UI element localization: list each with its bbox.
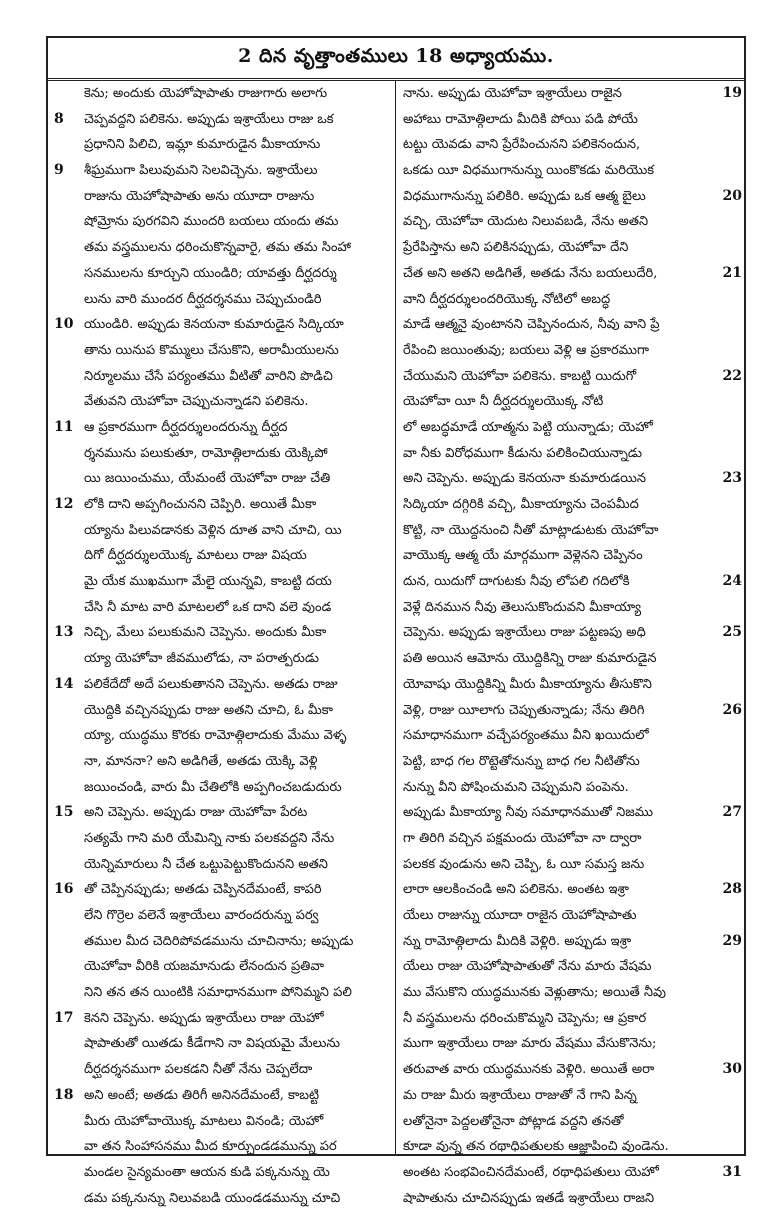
line-text: వా తన సింహాసనము మీద కూర్చుండడమున్ను పర xyxy=(84,1139,337,1155)
verse-number: 22 xyxy=(722,367,742,384)
text-line xyxy=(48,209,395,235)
line-text: డమ పక్కనున్ను నిలువబడి యుండడమున్ను చూచి xyxy=(84,1190,341,1206)
line-text: వాని దీర్ఘదర్శులందరియొక్క నోటిలో అబద్ధ xyxy=(403,291,611,307)
text-line xyxy=(397,184,746,210)
text-line xyxy=(397,158,746,184)
line-text: కొట్టి, నా యొద్దనుంచి నీతో మాట్లాడుటకు యెహోవా xyxy=(403,522,659,538)
line-text: శీఘ్రముగా పిలువుమని సెలవిచ్చెను. ఇశ్రాయేలు xyxy=(84,163,318,179)
line-text: చేసి నీ మాట వారి మాటలలో ఒక దాని వలె వుండ xyxy=(84,599,332,615)
text-line xyxy=(48,364,395,390)
text-line xyxy=(48,338,395,364)
verse-number: 21 xyxy=(722,264,742,281)
verse-number: 27 xyxy=(722,804,742,821)
line-text: చెప్పవద్దని పలికెను. అప్పుడు ఇశ్రాయేలు రాజు ఒక xyxy=(84,111,334,127)
verse-number: 18 xyxy=(54,1086,74,1103)
line-text: సమాధానముగా వచ్చేపర్యంతము వీని ఖయిదులో xyxy=(403,728,649,744)
text-line xyxy=(48,723,395,749)
text-line xyxy=(48,1160,395,1186)
line-text: గా తిరిగి వచ్చిన పక్షమందు యెహోవా నా ద్వారా xyxy=(403,830,642,846)
text-line xyxy=(397,826,746,852)
line-text: షాపాతుతో యితడు కీడేగాని నా విషయమై మేలును xyxy=(84,1036,341,1052)
verse-number: 25 xyxy=(722,624,742,641)
text-line xyxy=(397,1031,746,1057)
text-line xyxy=(397,132,746,158)
line-text: యుండిరి. అప్పుడు కెనయనా కుమారుడైన సిద్కియా xyxy=(84,317,344,333)
text-line xyxy=(48,543,395,569)
line-text: మ రాజు మీరు ఇశ్రాయేలు రాజుతో నే గాని పిన్న xyxy=(403,1087,637,1103)
line-text: తాను యినుప కొమ్ములు చేసుకొని, అరామీయులను xyxy=(84,342,339,358)
line-text: వెళ్లే దినమున నీవు తెలుసుకొందువని మీకాయ్యా xyxy=(403,599,642,615)
line-text: మీరు యెహోవాయొక్క మాటలు వినండి; యెహో xyxy=(84,1113,324,1129)
text-line xyxy=(397,1186,746,1211)
verse-number: 19 xyxy=(722,85,742,101)
text-line xyxy=(397,800,746,826)
verse-number: 24 xyxy=(722,573,742,590)
text-line xyxy=(397,492,746,518)
text-line xyxy=(48,620,395,646)
line-text: అని చెప్పెను. అప్పుడు రాజు యెహోవా పేరట xyxy=(84,805,308,821)
verse-number: 11 xyxy=(54,418,74,435)
line-text: ము వేసుకొని యుద్ధమునకు వెళ్లుతాను; అయితే నీవు xyxy=(403,985,667,1001)
line-text: పతి అయిన ఆమోను యొద్దికిన్ని రాజు కుమారుడైన xyxy=(403,651,657,667)
text-line xyxy=(48,749,395,775)
line-text: కెనని చెప్పెను. అప్పుడు ఇశ్రాయేలు రాజు యెహో xyxy=(84,1010,324,1026)
verse-number: 12 xyxy=(54,496,74,512)
text-line xyxy=(48,261,395,287)
line-text: కూడా వున్న తన రథాధిపతులకు ఆజ్ఞాపించి వుండెను. xyxy=(403,1139,669,1155)
verse-number: 28 xyxy=(722,881,742,898)
line-text: న్ను రామోత్గిలాదు మీదికి వెళ్లిరి. అప్పుడు ఇశ్రా xyxy=(403,933,632,949)
text-line xyxy=(48,1083,395,1109)
text-line xyxy=(48,569,395,595)
line-text: ముగా ఇశ్రాయేలు రాజు మారు వేషము వేసుకొనెను; xyxy=(403,1036,657,1052)
text-line xyxy=(48,415,395,441)
line-text: చెప్పెను. అప్పుడు ఇశ్రాయేలు రాజు పట్టణపు అధి xyxy=(403,625,646,641)
text-line xyxy=(397,338,746,364)
verse-number: 16 xyxy=(54,881,74,898)
text-line xyxy=(397,312,746,338)
text-line xyxy=(48,466,395,492)
text-line xyxy=(48,646,395,672)
text-line xyxy=(397,1057,746,1083)
page-frame xyxy=(46,36,746,1206)
text-line xyxy=(397,1006,746,1032)
line-text: వెళ్లి, రాజు యీలాగు చెప్పుతున్నాడు; నేను తిరిగి xyxy=(403,702,645,718)
verse-number: 15 xyxy=(54,804,74,821)
text-line xyxy=(397,364,746,390)
verse-number: 29 xyxy=(722,932,742,949)
text-line xyxy=(397,569,746,595)
text-line xyxy=(397,698,746,724)
line-text: యి జయించుము, యేమంటే యెహోవా రాజు చేతి xyxy=(84,471,331,487)
chapter-title: 2 దిన వృత్తాంతములు 18 అధ్యాయము. xyxy=(238,44,554,67)
text-line xyxy=(397,518,746,544)
text-line xyxy=(397,749,746,775)
line-text: రేపించి జయింతువు; బయలు వెళ్లి ఆ ప్రకారముగా xyxy=(403,342,649,358)
line-text: లారా ఆలకించండి అని పలికెను. అంతట ఇశ్రా xyxy=(403,882,629,898)
line-text: య్యాను పిలువడానకు వెళ్లిన దూత వాని చూచి, యి xyxy=(84,522,342,538)
text-line xyxy=(397,389,746,415)
line-text: మాడే ఆత్మనై వుంటానని చెప్పినందున, నీవు వాని ప్రే xyxy=(403,317,660,333)
text-line xyxy=(48,929,395,955)
line-text: నీ వస్త్రములను ధరించుకొమ్మని చెప్పెను; ఆ ప్రకార xyxy=(403,1010,647,1026)
text-line xyxy=(397,980,746,1006)
text-line xyxy=(48,287,395,313)
text-line xyxy=(48,158,395,184)
left-column xyxy=(48,81,396,1206)
verse-number: 13 xyxy=(54,624,74,641)
line-text: తమ వస్త్రములను ధరించుకొన్నవారై, తమ తమ సింహా xyxy=(84,240,351,256)
line-text: నా, మాననా? అని అడిగితే, అతడు యెక్కి వెళ్లి xyxy=(84,753,318,769)
text-line xyxy=(397,903,746,929)
line-text: యేలు రాజు యెహోషాపాతుతో నేను మారు వేషమ xyxy=(403,959,652,975)
text-line xyxy=(397,954,746,980)
line-text: తముల మీద చెదిరిపోవడమును చూచినాను; అప్పుడు xyxy=(84,933,354,949)
line-text: లో అబద్ధమాడే యాత్మను పెట్టి యున్నాడు; యెహో xyxy=(403,419,653,435)
line-text: యోవాషు యొద్దికిన్ని మీరు మీకాయ్యాను తీసుకొని xyxy=(403,676,652,692)
text-line xyxy=(48,132,395,158)
line-text: నున్ను వీని పోషించుమని చెప్పుమని పంపెను. xyxy=(403,779,629,795)
text-line xyxy=(48,903,395,929)
line-text: రాజును యెహోషాపాతు అను యూదా రాజును xyxy=(84,188,315,204)
text-line xyxy=(397,543,746,569)
line-text: నాను. అప్పుడు యెహోవా ఇశ్రాయేలు రాజైన xyxy=(403,86,622,101)
line-text: ప్రేరేపిస్తాను అని పలికినప్పుడు, యెహోవా దేని xyxy=(403,240,629,256)
line-text: అహాబు రామోత్గిలాదు మీదికి పోయి పడి పోయే xyxy=(403,111,638,127)
text-line xyxy=(397,1109,746,1135)
text-line xyxy=(48,518,395,544)
text-line xyxy=(48,775,395,801)
line-text: తో చెప్పినప్పుడు; అతడు చెప్పినదేమంటే, కాపరి xyxy=(84,882,322,898)
text-line xyxy=(48,312,395,338)
line-text: దీర్ఘదర్శనముగా పలకడని నీతో నేను చెప్పలేదా xyxy=(84,1062,313,1078)
line-text: లేని గొర్రెల వలెనే ఇశ్రాయేలు వారందరున్ను పర్వ xyxy=(84,908,319,923)
text-line xyxy=(397,1160,746,1186)
text-line xyxy=(48,1006,395,1032)
line-text: సత్యమే గాని మరి యేమిన్ని నాకు పలకవద్దని నేను xyxy=(84,830,335,846)
verse-number: 30 xyxy=(722,1061,742,1078)
text-line xyxy=(48,1031,395,1057)
line-text: పెట్టి, బాధ గల రొట్టెతోనున్ను బాధ గల నీటితోను xyxy=(403,753,640,769)
text-line xyxy=(48,107,395,133)
line-text: య్యా, యుద్ధము కొరకు రామోత్గిలాదుకు మేము వెళ్ళ xyxy=(84,728,347,744)
text-line xyxy=(48,852,395,878)
verse-number: 31 xyxy=(722,1163,742,1180)
text-line xyxy=(397,466,746,492)
line-text: లతోనైనా పెద్దలతోనైనా పోట్లాడ వద్దని తనతో xyxy=(403,1113,624,1129)
text-line xyxy=(48,81,395,107)
text-line xyxy=(48,389,395,415)
verse-number: 8 xyxy=(54,110,64,127)
line-text: యొద్దికి వచ్చినప్పుడు రాజు అతని చూచి, ఓ మీకా xyxy=(84,702,334,718)
text-line xyxy=(397,1083,746,1109)
verse-number: 26 xyxy=(722,701,742,718)
line-text: నిని తన తన యింటికి సమాధానముగా పోనిమ్మని పలి xyxy=(84,985,352,1001)
line-text: షోమ్రోను పురగవిని ముందరి బయలు యందు తమ xyxy=(84,214,339,230)
line-text: య్యా యెహోవా జీవములోడు, నా పరాత్పరుడు xyxy=(84,651,319,667)
verse-number: 14 xyxy=(54,675,74,692)
verse-number: 9 xyxy=(54,162,64,179)
text-line xyxy=(48,672,395,698)
line-text: పలికేదేదో అదే పలుకుతానని చెప్పెను. అతడు రాజు xyxy=(84,676,338,692)
verse-number: 23 xyxy=(722,470,742,487)
line-text: దున, యిదుగో దాగుటకు నీవు లోపలి గదిలోకి xyxy=(403,574,630,590)
line-text: ఆ ప్రకారముగా దీర్ఘదర్శులందరున్ను దీర్ఘద xyxy=(84,419,288,435)
line-text: ర్శనమును పలుకుతూ, రామోత్గిలాదుకు యెక్కిపో xyxy=(84,445,328,461)
text-line xyxy=(397,209,746,235)
line-text: మై యేక ముఖముగా మేలై యున్నవి, కాబట్టి దయ xyxy=(84,574,332,590)
line-text: విధముగానున్ను పలికిరి. అప్పుడు ఒక ఆత్మ బైలు xyxy=(403,188,646,204)
line-text: యెన్నిమారులు నీ చేత ఒట్టుపెట్టుకొందునని అతని xyxy=(84,856,328,872)
text-line xyxy=(397,929,746,955)
line-text: నిర్మూలము చేసే పర్యంతము వీటితో వారిని పొడిచి xyxy=(84,368,333,384)
text-line xyxy=(397,287,746,313)
text-line xyxy=(397,107,746,133)
text-columns xyxy=(48,81,744,1206)
line-text: యేలు రాజున్ను యూదా రాజైన యెహోషాపాతు xyxy=(403,908,637,923)
text-line xyxy=(48,184,395,210)
text-line xyxy=(48,800,395,826)
verse-number: 10 xyxy=(54,316,74,333)
text-line xyxy=(397,775,746,801)
line-text: జయించండి, వారు మీ చేతిలోకి అప్పగించబడుదురు xyxy=(84,779,342,795)
line-text: ఒకడు యీ విధముగానున్ను యింకొకడు మరియొక xyxy=(403,163,655,179)
line-text: అప్పుడు మీకాయ్యా నీవు సమాధానముతో నిజము xyxy=(403,805,653,821)
text-line xyxy=(48,980,395,1006)
line-text: పలకక వుండును అని చెప్పి, ఓ యీ సమస్త జను xyxy=(403,856,645,872)
text-line xyxy=(48,698,395,724)
text-line xyxy=(397,877,746,903)
text-line xyxy=(397,646,746,672)
line-text: సనములను కూర్చుని యుండిరి; యావత్తు దీర్ఘదర్శు xyxy=(84,265,337,281)
line-text: కెను; అందుకు యెహోషాపాతు రాజుగారు అలాగు xyxy=(84,86,328,101)
line-text: చేత అని అతని అడిగితే, అతడు నేను బయలుదేరి, xyxy=(403,265,658,281)
text-line xyxy=(48,1186,395,1211)
text-line xyxy=(48,595,395,621)
line-text: నిచ్చి, మేలు పలుకుమని చెప్పెను. అందుకు మీకా xyxy=(84,625,327,641)
text-line xyxy=(397,81,746,107)
line-text: టట్టు యెవడు వాని ప్రేరేపించునని పలికెనందున, xyxy=(403,137,641,153)
text-line xyxy=(397,595,746,621)
line-text: లోకి దాని అప్పగించునని చెప్పిరి. అయితే మీకా xyxy=(84,497,317,512)
line-text: చేయుమని యెహోవా పలికెను. కాబట్టి యిదుగో xyxy=(403,368,637,384)
line-text: మండల సైన్యమంతా ఆయన కుడి పక్కనున్ను యె xyxy=(84,1164,330,1180)
text-line xyxy=(48,877,395,903)
right-column xyxy=(397,81,746,1206)
text-line xyxy=(397,415,746,441)
text-line xyxy=(48,1057,395,1083)
line-text: ప్రధానిని పిలిచి, ఇమ్లా కుమారుడైన మీకాయాను xyxy=(84,137,321,153)
line-text: సిద్కియా దగ్గిరికి వచ్చి, మీకాయ్యాను చెంపమీద xyxy=(403,497,639,512)
page-header xyxy=(48,38,744,81)
text-line xyxy=(397,852,746,878)
text-line xyxy=(48,441,395,467)
line-text: వచ్చి, యెహోవా యెదుట నిలువబడి, నేను అతని xyxy=(403,214,649,230)
line-text: లును వారి ముందర దీర్ఘదర్శనము చెప్పుచుండిరి xyxy=(84,291,322,307)
text-line xyxy=(397,620,746,646)
text-line xyxy=(48,235,395,261)
line-text: తరువాత వారు యుద్ధమునకు వెళ్లిరి. అయితే అరా xyxy=(403,1062,655,1078)
line-text: అంతట సంభవించినదేమంటే, రథాధిపతులు యెహో xyxy=(403,1164,659,1180)
text-line xyxy=(397,672,746,698)
text-line xyxy=(397,235,746,261)
text-line xyxy=(397,261,746,287)
text-line xyxy=(48,954,395,980)
line-text: వేతువని యెహోవా చెప్పుచున్నాడని పలికెను. xyxy=(84,394,309,410)
verse-number: 20 xyxy=(722,187,742,204)
line-text: అని అంటే; అతడు తిరిగీ అనినదేమంటే, కాబట్టి xyxy=(84,1087,320,1103)
text-line xyxy=(48,826,395,852)
line-text: దిగో దీర్ఘదర్శులయొక్క మాటలు రాజు విషయ xyxy=(84,548,307,564)
text-line xyxy=(397,1134,746,1160)
text-line xyxy=(48,1109,395,1135)
text-line xyxy=(397,723,746,749)
verse-number: 17 xyxy=(54,1009,74,1026)
text-line xyxy=(397,441,746,467)
line-text: యెహోవా వీరికి యజమానుడు లేనందున ప్రతివా xyxy=(84,959,324,975)
line-text: వా నీకు విరోధముగా కీడును పలికించియున్నాడు xyxy=(403,445,643,461)
line-text: షాపాతును చూచినప్పుడు ఇతడే ఇశ్రాయేలు రాజని xyxy=(403,1190,655,1206)
line-text: వాయొక్క ఆత్మ యే మార్గముగా వెళ్లెనని చెప్పినం xyxy=(403,548,643,564)
line-text: అని చెప్పెను. అప్పుడు కెనయనా కుమారుడయిన xyxy=(403,471,646,487)
text-line xyxy=(48,1134,395,1160)
line-text: యెహోవా యీ నీ దీర్ఘదర్శులయొక్క నోటి xyxy=(403,394,604,410)
text-line xyxy=(48,492,395,518)
